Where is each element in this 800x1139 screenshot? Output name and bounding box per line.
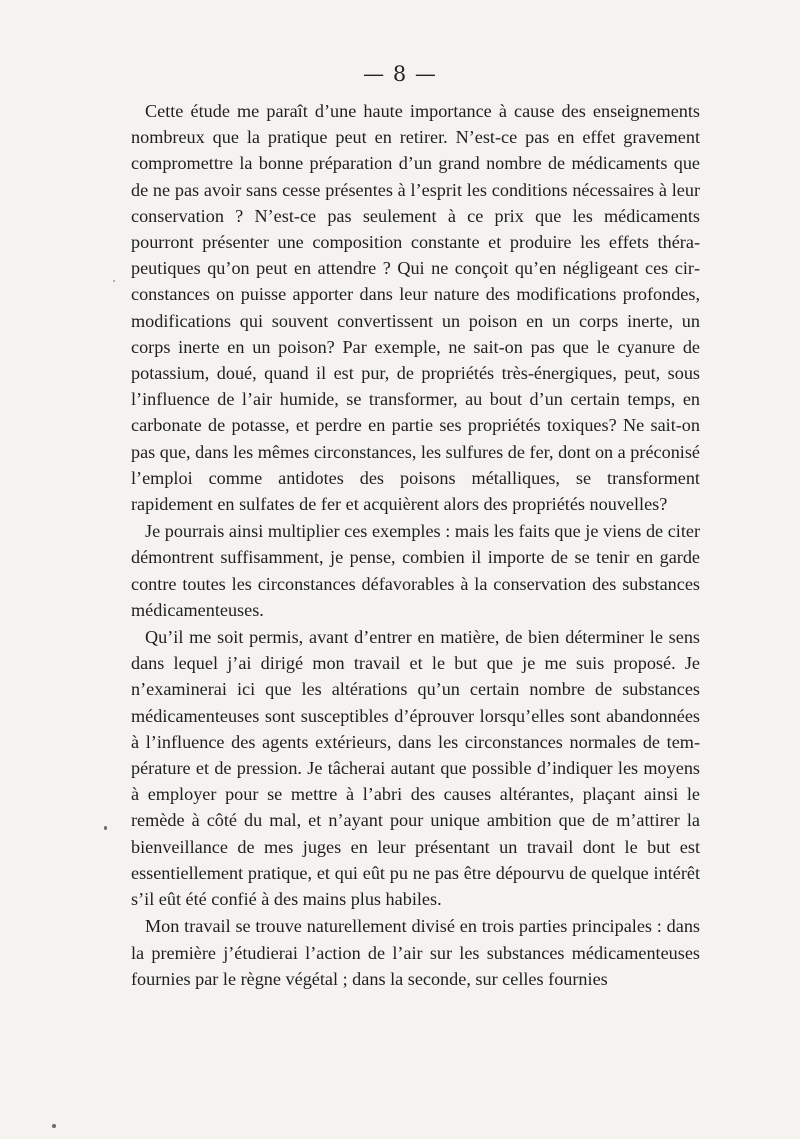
- paragraph-2: Je pourrais ainsi multiplier ces exemples : mais les faits que je viens de citer démontrent suffisamment, je pense, combien il importe de se tenir en garde contre toutes les circonstances défavorables à la conservation des substances médicamenteuses.: [131, 521, 700, 620]
- paper-speck: [104, 826, 107, 830]
- paragraph-4: Mon travail se trouve naturellement divisé en trois parties principales : dans la première j’étudierai l’action de l’air sur les substances médicamenteuses fournies par le règne végétal ; dans la seconde, sur celles fournies: [131, 916, 700, 989]
- paper-speck: [52, 1124, 56, 1128]
- paper-speck: [113, 280, 115, 282]
- paragraph-3: Qu’il me soit permis, avant d’entrer en matière, de bien déterminer le sens dans lequel j’ai dirigé mon travail et le but que je me suis proposé. Je n’examinerai ici que les altérations qu’un certain nombre de substances médicamenteuses sont susceptibles d’éprouver lorsqu’elles sont abandonnées à l’influence des agents extérieurs, dans les circonstances normales de température et de pression. Je tâcherai autant que possible d’indiquer les moyens à employer pour se mettre à l’abri des causes altérantes, plaçant ainsi le remède à côté du mal, et n’ayant pour unique ambition que de m’attirer la bienveillance de mes juges en leur présentant un travail dont le but est essentiellement pratique, et qui eût pu ne pas être dépourvu de quelque intérêt s’il eût été confié à des mains plus habiles.: [131, 627, 700, 910]
- page-number: — 8 —: [363, 62, 437, 86]
- paragraph-1: Cette étude me paraît d’une haute importance à cause des enseignements nombreux que la pratique peut en retirer. N’est-ce pas en effet gravement compromettre la bonne préparation d’un grand nombre de médicaments que de ne pas avoir sans cesse présentes à l’esprit les conditions nécessaires à leur conservation ? N’est-ce pas seulement à ce prix que les médicaments pourront présenter une composition constante et produire les effets thérapeutiques qu’on peut en attendre ? Qui ne conçoit qu’en négligeant ces circonstances on puisse apporter dans leur nature des modifications profondes, modifications qui souvent convertissent un poison en un corps inerte, un corps inerte en un poison? Par exemple, ne sait-on pas que le cyanure de potassium, doué, quand il est pur, de propriétés très-énergiques, peut, sous l’influence de l’air humide, se transformer, au bout d’un certain temps, en carbonate de potasse, et perdre en partie ses propriétés toxiques? Ne sait-on pas que, dans les mêmes circonstances, les sulfures de fer, dont on a préconisé l’emploi comme antidotes des poisons métalliques, se transforment rapidement en sulfates de fer et acquièrent alors des propriétés nouvelles?: [131, 101, 700, 515]
- body-text: [131, 98, 700, 992]
